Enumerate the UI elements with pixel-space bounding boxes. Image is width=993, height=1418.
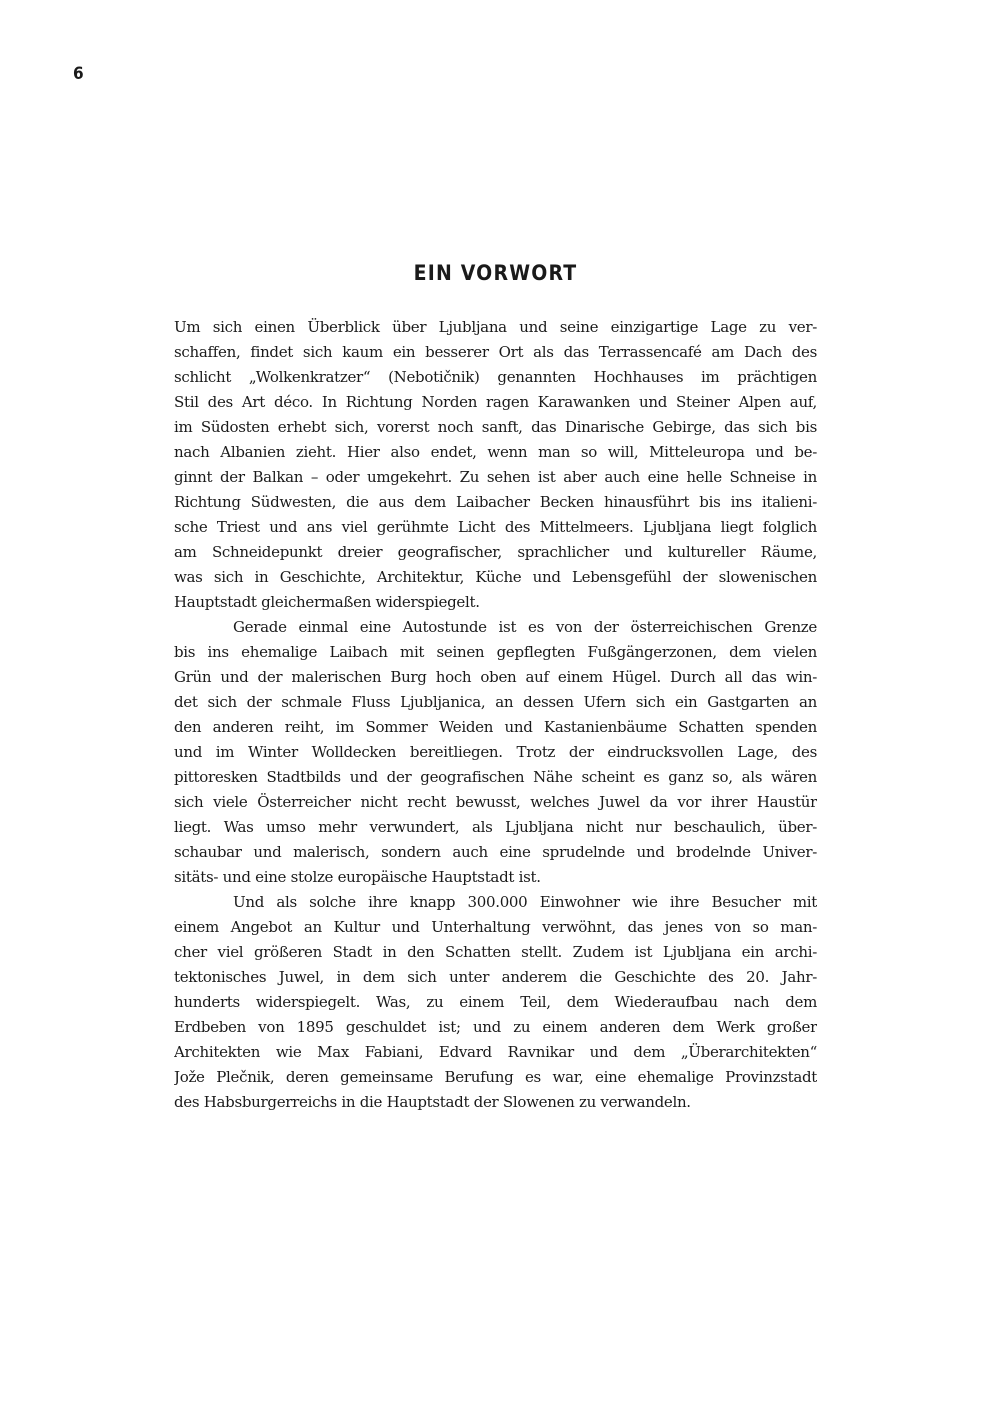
text-line: nach Albanien zieht. Hier also endet, wenn man so will, Mitteleuropa und be- xyxy=(174,443,817,461)
text-line: Um sich einen Überblick über Ljubljana und seine einzigartige Lage zu ver- xyxy=(174,318,817,336)
text-line: cher viel größeren Stadt in den Schatten stellt. Zudem ist Ljubljana ein archi- xyxy=(174,943,817,961)
text-line: des Habsburgerreichs in die Hauptstadt der Slowenen zu verwandeln. xyxy=(174,1093,691,1111)
text-line: Hauptstadt gleichermaßen widerspiegelt. xyxy=(174,593,480,611)
paragraph xyxy=(174,890,817,1115)
text-line: schaubar und malerisch, sondern auch eine sprudelnde und brodelnde Univer- xyxy=(174,843,817,861)
text-line: tektonisches Juwel, in dem sich unter anderem die Geschichte des 20. Jahr- xyxy=(174,968,817,986)
text-line: sche Triest und ans viel gerühmte Licht des Mittelmeers. Ljubljana liegt folglich xyxy=(174,518,817,536)
text-line: den anderen reiht, im Sommer Weiden und Kastanienbäume Schatten spenden xyxy=(174,718,817,736)
text-line: bis ins ehemalige Laibach mit seinen gepflegten Fußgängerzonen, dem vielen xyxy=(174,643,817,661)
text-line: was sich in Geschichte, Architektur, Küche und Lebensgefühl der slowenischen xyxy=(174,568,817,586)
text-line: schlicht „Wolkenkratzer“ (Nebotičnik) genannten Hochhauses im prächtigen xyxy=(174,368,817,386)
text-line: Grün und der malerischen Burg hoch oben auf einem Hügel. Durch all das win- xyxy=(174,668,817,686)
text-line: einem Angebot an Kultur und Unterhaltung verwöhnt, das jenes von so man- xyxy=(174,918,817,936)
text-line: Architekten wie Max Fabiani, Edvard Ravnikar und dem „Überarchitekten“ xyxy=(174,1043,817,1061)
text-line: Richtung Südwesten, die aus dem Laibacher Becken hinausführt bis ins italieni- xyxy=(174,493,817,511)
body-text xyxy=(174,315,817,1115)
text-line: sitäts- und eine stolze europäische Hauptstadt ist. xyxy=(174,868,541,886)
text-line: sich viele Österreicher nicht recht bewusst, welches Juwel da vor ihrer Haustür xyxy=(174,793,817,811)
text-line: det sich der schmale Fluss Ljubljanica, an dessen Ufern sich ein Gastgarten an xyxy=(174,693,817,711)
text-line: und im Winter Wolldecken bereitliegen. Trotz der eindrucksvollen Lage, des xyxy=(174,743,817,761)
text-line: Stil des Art déco. In Richtung Norden ragen Karawanken und Steiner Alpen auf, xyxy=(174,393,817,411)
text-line: schaffen, findet sich kaum ein besserer Ort als das Terrassencafé am Dach des xyxy=(174,343,817,361)
text-line: Und als solche ihre knapp 300.000 Einwohner wie ihre Besucher mit xyxy=(233,893,817,911)
page-number: 6 xyxy=(73,64,85,84)
paragraph xyxy=(174,615,817,890)
text-line: Jože Plečnik, deren gemeinsame Berufung es war, eine ehemalige Provinzstadt xyxy=(174,1068,817,1086)
text-line: liegt. Was umso mehr verwundert, als Ljubljana nicht nur beschaulich, über- xyxy=(174,818,817,836)
paragraph xyxy=(174,315,817,615)
text-line: im Südosten erhebt sich, vorerst noch sanft, das Dinarische Gebirge, das sich bis xyxy=(174,418,817,436)
text-line: pittoresken Stadtbilds und der geografischen Nähe scheint es ganz so, als wären xyxy=(174,768,817,786)
chapter-title: EIN VORWORT xyxy=(413,261,578,285)
text-line: hunderts widerspiegelt. Was, zu einem Teil, dem Wiederaufbau nach dem xyxy=(174,993,817,1011)
text-line: Erdbeben von 1895 geschuldet ist; und zu einem anderen dem Werk großer xyxy=(174,1018,817,1036)
text-line: am Schneidepunkt dreier geografischer, sprachlicher und kultureller Räume, xyxy=(174,543,817,561)
text-line: ginnt der Balkan – oder umgekehrt. Zu sehen ist aber auch eine helle Schneise in xyxy=(174,468,817,486)
text-line: Gerade einmal eine Autostunde ist es von der österreichischen Grenze xyxy=(233,618,817,636)
